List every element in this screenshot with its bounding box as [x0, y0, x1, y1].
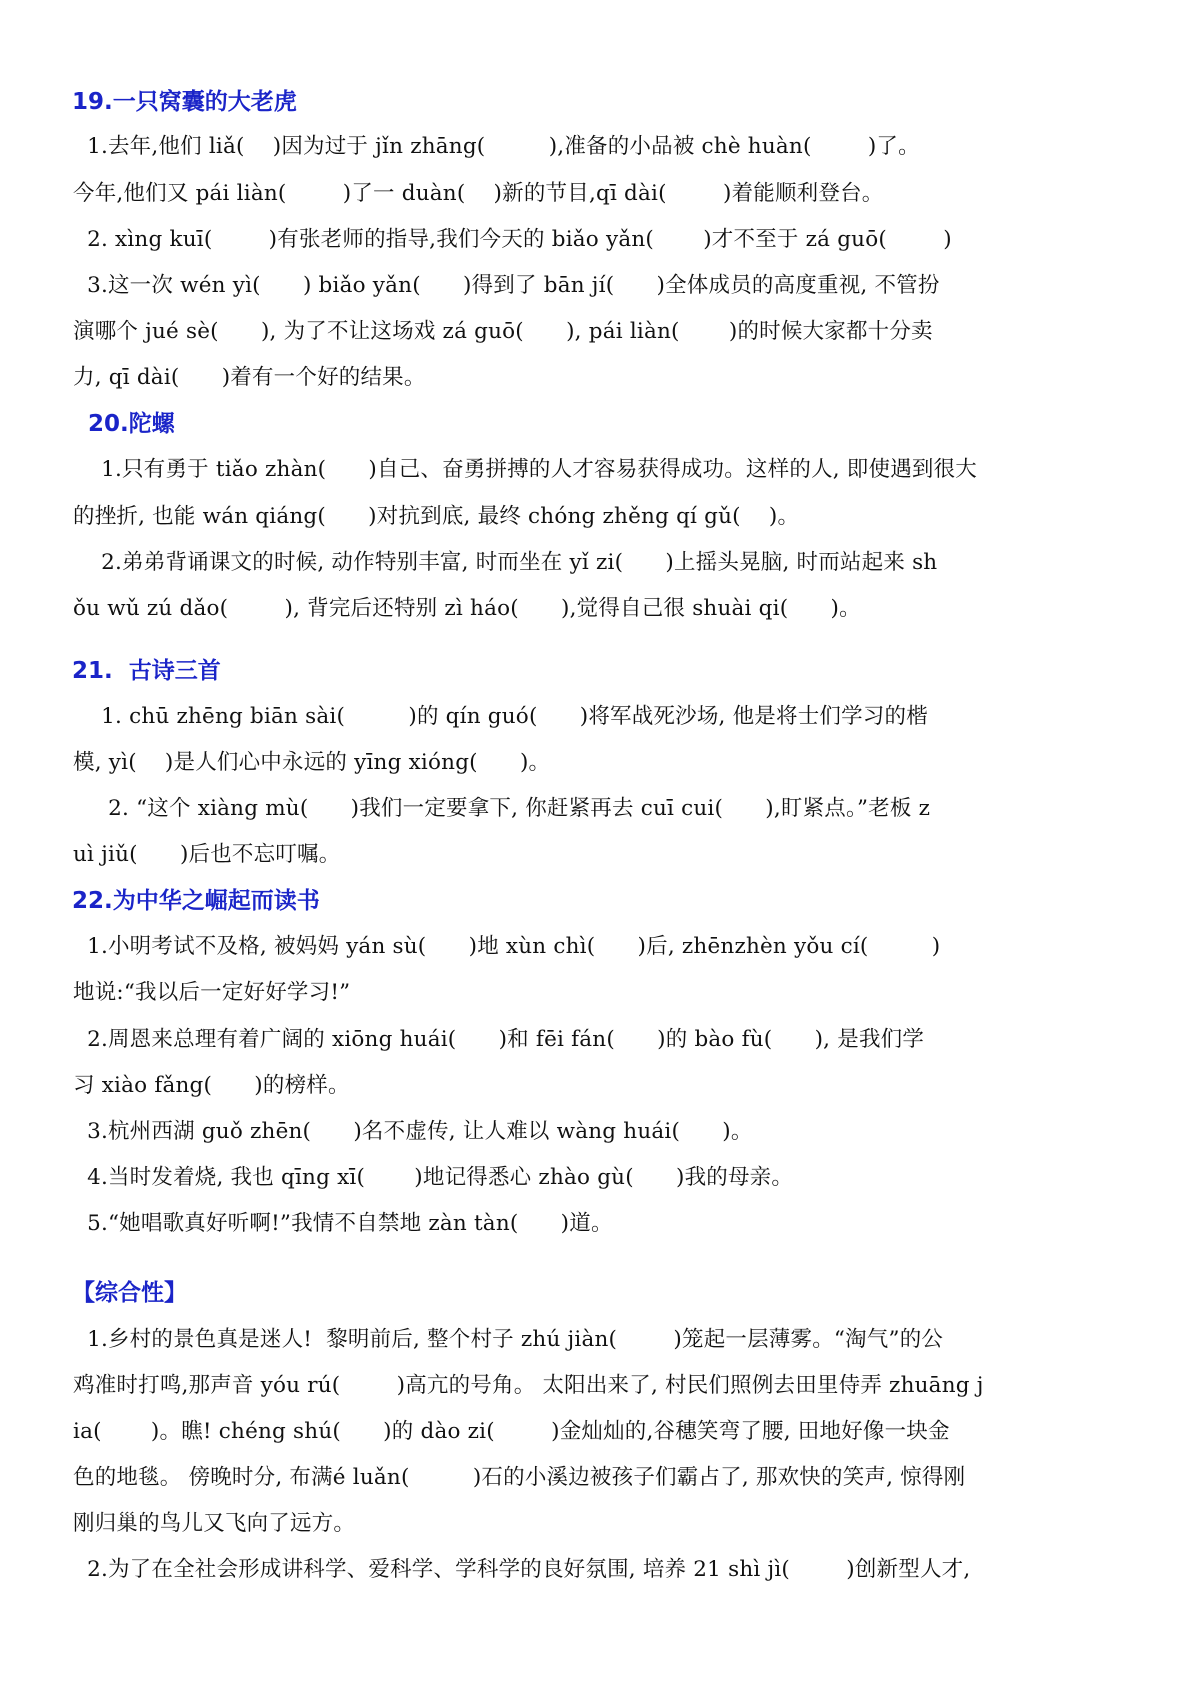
section-comprehensive-line-5: 刚归巢的鸟儿又飞向了远方。 [73, 1511, 356, 1536]
section-20-line-1: 1.只有勇于 tiǎo zhàn( )自己、奋勇拼搏的人才容易获得成功。这样的人, 即使遇到很大 [73, 457, 977, 482]
section-22-line-5: 3.杭州西湖 guǒ zhēn( )名不虚传, 让人难以 wàng huái( )。 [73, 1119, 753, 1144]
section-19-line-3: 2. xìng kuī( )有张老师的指导,我们今天的 biǎo yǎn( )才不至于 zá guō( ) [73, 227, 952, 252]
section-20-line-4: ǒu wǔ zú dǎo( ), 背完后还特别 zì háo( ),觉得自己很 shuài qi( )。 [73, 596, 861, 621]
section-21-line-2: 模, yì( )是人们心中永远的 yīng xióng( )。 [73, 750, 551, 775]
section-22-line-1: 1.小明考试不及格, 被妈妈 yán sù( )地 xùn chì( )后, zhēnzhèn yǒu cí( ) [73, 934, 941, 959]
section-20-title: 20.陀螺 [88, 411, 175, 437]
section-22-line-3: 2.周恩来总理有着广阔的 xiōng huái( )和 fēi fán( )的 bào fù( ), 是我们学 [73, 1027, 925, 1052]
section-21-line-1: 1. chū zhēng biān sài( )的 qín guó( )将军战死沙场, 他是将士们学习的楷 [73, 704, 928, 729]
section-19-line-2: 今年,他们又 pái liàn( )了一 duàn( )新的节目,qī dài( )着能顺利登台。 [73, 181, 884, 206]
section-22-line-4: 习 xiào fǎng( )的榜样。 [73, 1073, 350, 1098]
section-22-line-7: 5.“她唱歌真好听啊!”我情不自禁地 zàn tàn( )道。 [73, 1211, 613, 1236]
section-19-line-6: 力, qī dài( )着有一个好的结果。 [73, 365, 426, 390]
section-19-line-5: 演哪个 jué sè( ), 为了不让这场戏 zá guō( ), pái liàn( )的时候大家都十分卖 [73, 319, 933, 344]
section-19-line-4: 3.这一次 wén yì( ) biǎo yǎn( )得到了 bān jí( )全体成员的高度重视, 不管扮 [73, 273, 940, 298]
section-comprehensive-line-3: ia( )。瞧! chéng shú( )的 dào zi( )金灿灿的,谷穗笑弯了腰, 田地好像一块金 [73, 1419, 950, 1444]
section-22-line-2: 地说:“我以后一定好好学习!” [73, 980, 351, 1005]
section-22-line-6: 4.当时发着烧, 我也 qīng xī( )地记得悉心 zhào gù( )我的母亲。 [73, 1165, 794, 1190]
section-21-line-4: uì jiǔ( )后也不忘叮嘱。 [73, 842, 341, 867]
section-20-line-2: 的挫折, 也能 wán qiáng( )对抗到底, 最终 chóng zhěng qí gǔ( )。 [73, 504, 800, 529]
section-comprehensive-line-1: 1.乡村的景色真是迷人! 黎明前后, 整个村子 zhú jiàn( )笼起一层薄雾。“淘气”的公 [73, 1327, 944, 1352]
section-comprehensive-line-2: 鸡准时打鸣,那声音 yóu rú( )高亢的号角。 太阳出来了, 村民们照例去田里侍弄 zhuāng j [73, 1373, 984, 1398]
section-22-title: 22.为中华之崛起而读书 [72, 888, 320, 914]
section-21-line-3: 2. “这个 xiàng mù( )我们一定要拿下, 你赶紧再去 cuī cui( ),盯紧点。”老板 z [73, 796, 931, 821]
section-comprehensive-line-6: 2.为了在全社会形成讲科学、爱科学、学科学的良好氛围, 培养 21 shì jì( )创新型人才, [73, 1557, 971, 1582]
section-21-title: 21. 古诗三首 [72, 658, 221, 684]
section-comprehensive-line-4: 色的地毯。 傍晚时分, 布满é luǎn( )石的小溪边被孩子们霸占了, 那欢快的笑声, 惊得刚 [73, 1465, 966, 1490]
section-19-line-1: 1.去年,他们 liǎ( )因为过于 jǐn zhāng( ),准备的小品被 chè huàn( )了。 [73, 134, 920, 159]
section-20-line-3: 2.弟弟背诵课文的时候, 动作特别丰富, 时而坐在 yǐ zi( )上摇头晃脑, 时而站起来 sh [73, 550, 938, 575]
section-comprehensive-title: 【综合性】 [72, 1280, 187, 1306]
section-19-title: 19.一只窝囊的大老虎 [72, 89, 297, 115]
